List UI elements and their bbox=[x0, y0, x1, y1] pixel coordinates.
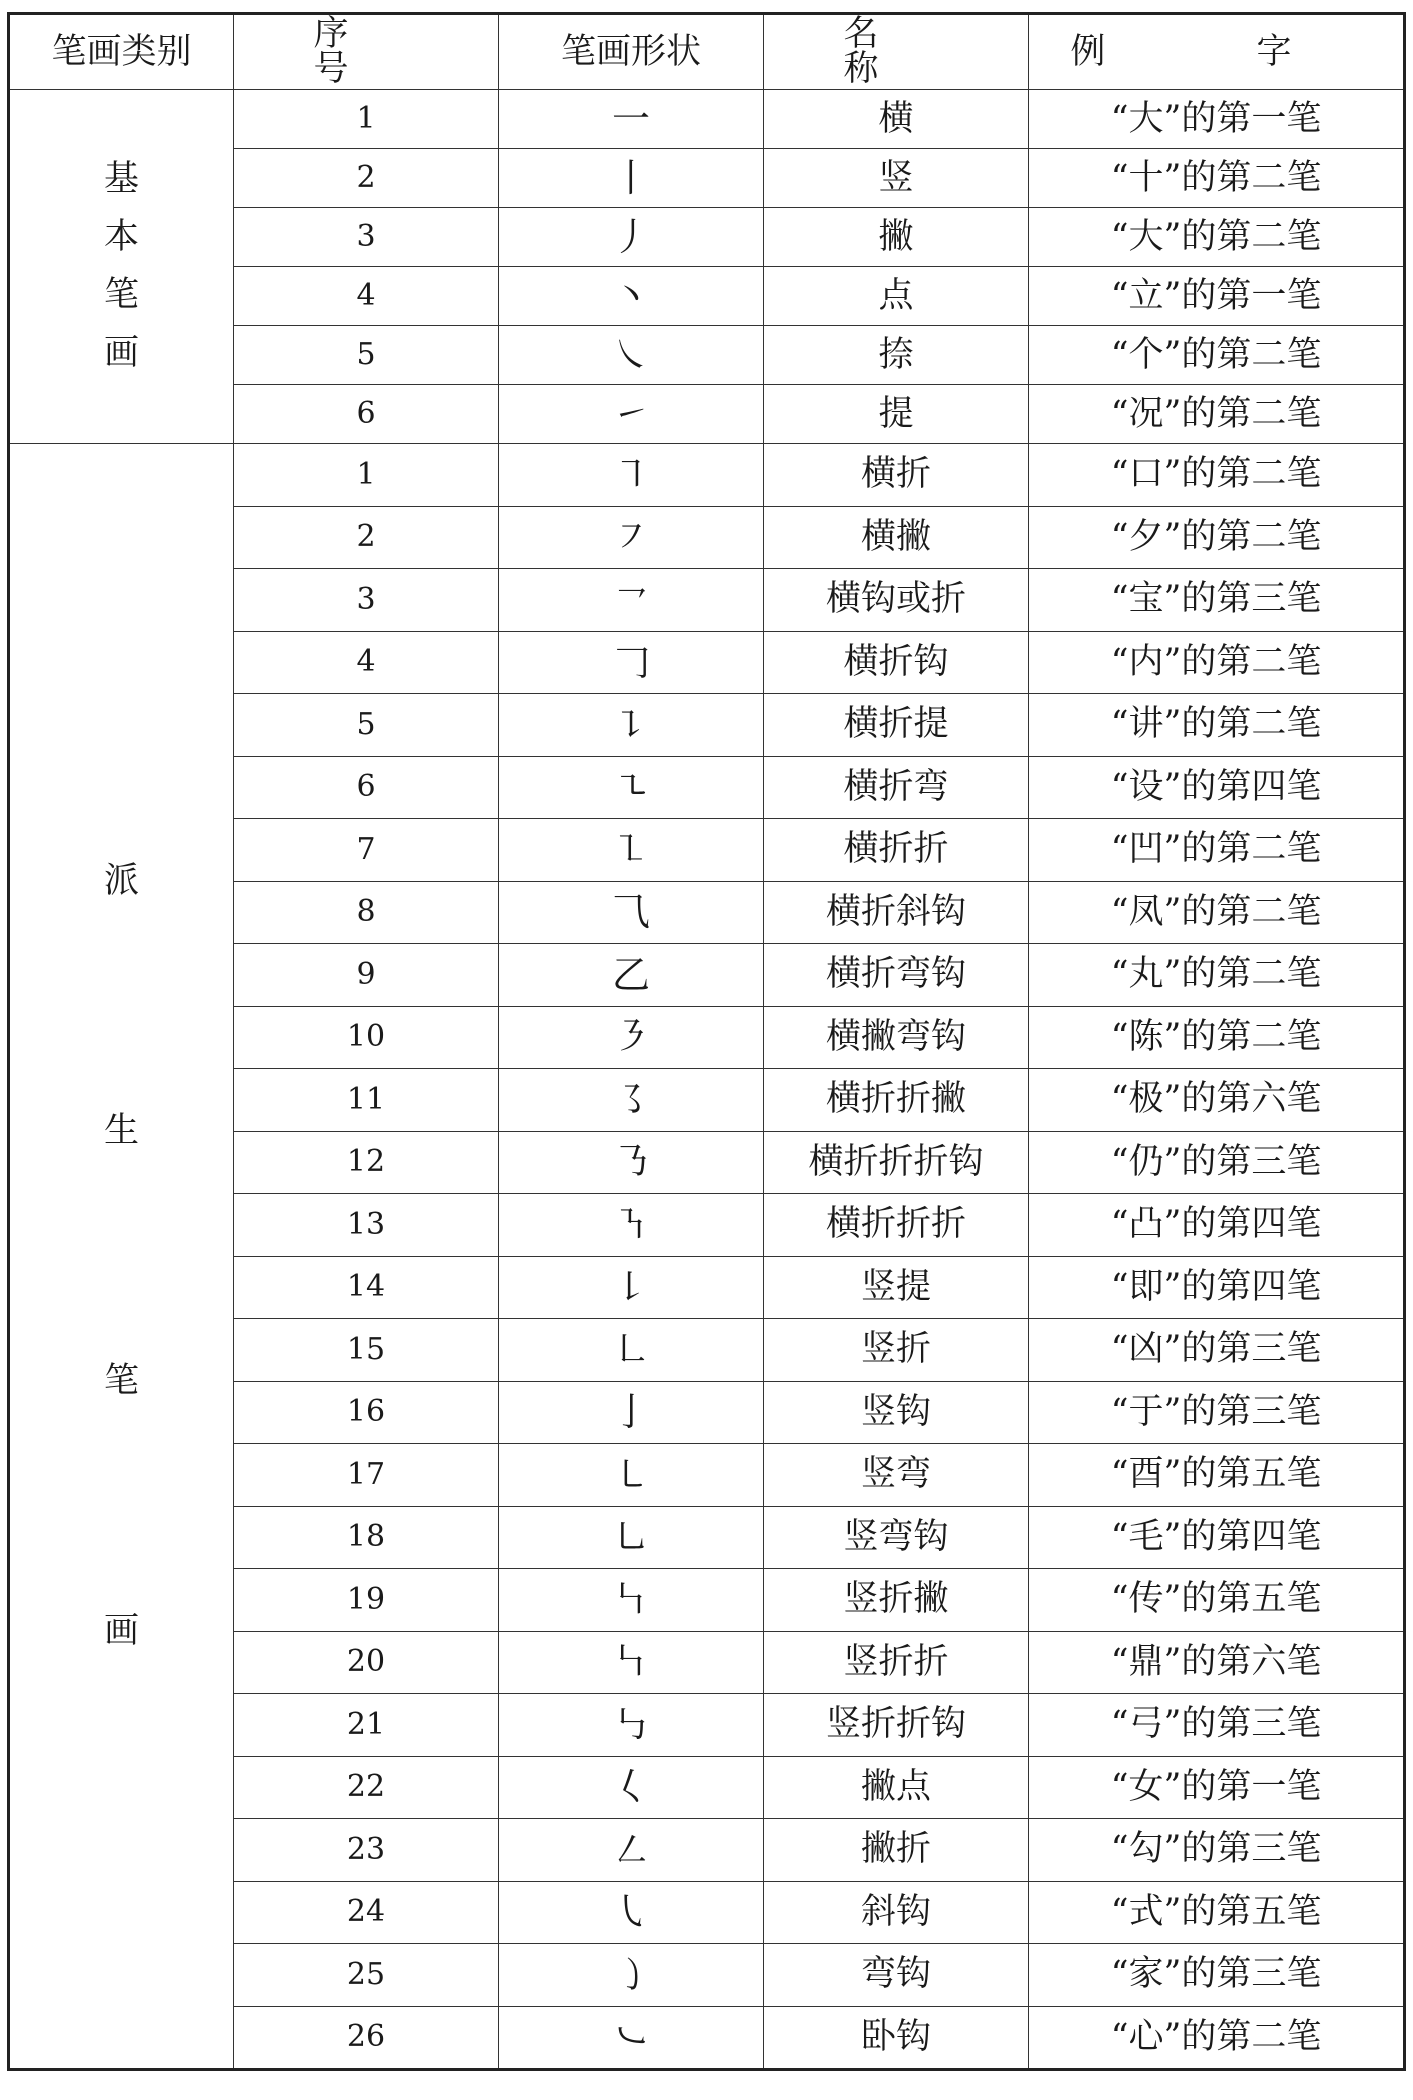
stroke-name: 竖折折钩 bbox=[764, 1694, 1029, 1757]
stroke-name: 横折斜钩 bbox=[764, 881, 1029, 944]
example-text: “极”的第六笔 bbox=[1029, 1069, 1405, 1132]
example-text: “心”的第二笔 bbox=[1029, 2006, 1405, 2070]
example-text: “内”的第二笔 bbox=[1029, 631, 1405, 694]
stroke-name: 横钩或折 bbox=[764, 569, 1029, 632]
derived-strokes-group bbox=[9, 444, 1405, 2070]
example-text: “于”的第三笔 bbox=[1029, 1381, 1405, 1444]
stroke-name: 横折折 bbox=[764, 819, 1029, 882]
stroke-name: 点 bbox=[764, 267, 1029, 326]
row-number: 3 bbox=[234, 208, 499, 267]
stroke-shape: ㇌ bbox=[499, 1069, 764, 1132]
example-text: “酉”的第五笔 bbox=[1029, 1444, 1405, 1507]
row-number: 23 bbox=[234, 1819, 499, 1882]
row-number: 2 bbox=[234, 149, 499, 208]
stroke-shape: ㇇ bbox=[499, 506, 764, 569]
example-text: “讲”的第二笔 bbox=[1029, 694, 1405, 757]
stroke-name: 横折折折 bbox=[764, 1194, 1029, 1257]
stroke-shape: ㇉ bbox=[499, 1694, 764, 1757]
example-text: “凹”的第二笔 bbox=[1029, 819, 1405, 882]
stroke-name: 竖钩 bbox=[764, 1381, 1029, 1444]
stroke-name: 竖提 bbox=[764, 1256, 1029, 1319]
stroke-name: 横折弯钩 bbox=[764, 944, 1029, 1007]
stroke-shape: 丶 bbox=[499, 267, 764, 326]
example-text: “弓”的第三笔 bbox=[1029, 1694, 1405, 1757]
row-number: 6 bbox=[234, 385, 499, 444]
stroke-shape: ㇙ bbox=[499, 1256, 764, 1319]
row-number: 16 bbox=[234, 1381, 499, 1444]
stroke-shape: ㇀ bbox=[499, 385, 764, 444]
row-number: 1 bbox=[234, 90, 499, 149]
stroke-name: 横折折撇 bbox=[764, 1069, 1029, 1132]
stroke-shape: ㇂ bbox=[499, 1881, 764, 1944]
stroke-shape: ㇗ bbox=[499, 1319, 764, 1382]
stroke-name: 撇折 bbox=[764, 1819, 1029, 1882]
row-number: 10 bbox=[234, 1006, 499, 1069]
stroke-shape: ㇜ bbox=[499, 1819, 764, 1882]
category-char: 基 bbox=[103, 158, 139, 199]
category-char: 画 bbox=[103, 1610, 139, 1651]
stroke-name: 卧钩 bbox=[764, 2006, 1029, 2070]
table-header-row bbox=[9, 14, 1405, 90]
stroke-shape: ㇞ bbox=[499, 1569, 764, 1632]
header-number: 序 号 bbox=[234, 14, 499, 90]
category-char: 派 bbox=[103, 860, 139, 901]
stroke-name: 竖弯钩 bbox=[764, 1506, 1029, 1569]
example-text: “凶”的第三笔 bbox=[1029, 1319, 1405, 1382]
example-text: “口”的第二笔 bbox=[1029, 444, 1405, 507]
stroke-name: 竖折撇 bbox=[764, 1569, 1029, 1632]
basic-strokes-group bbox=[9, 90, 1405, 444]
stroke-shape: 丿 bbox=[499, 208, 764, 267]
stroke-name: 撇 bbox=[764, 208, 1029, 267]
stroke-shape: ㇃ bbox=[499, 2006, 764, 2070]
stroke-name: 提 bbox=[764, 385, 1029, 444]
stroke-name: 斜钩 bbox=[764, 1881, 1029, 1944]
example-text: “式”的第五笔 bbox=[1029, 1881, 1405, 1944]
stroke-table-page bbox=[7, 12, 1403, 2071]
row-number: 1 bbox=[234, 444, 499, 507]
example-text: “即”的第四笔 bbox=[1029, 1256, 1405, 1319]
row-number: 18 bbox=[234, 1506, 499, 1569]
stroke-shape: ㇏ bbox=[499, 326, 764, 385]
stroke-shape: ⺄ bbox=[499, 881, 764, 944]
table-row bbox=[9, 444, 1405, 507]
stroke-shape: ㇕ bbox=[499, 444, 764, 507]
row-number: 14 bbox=[234, 1256, 499, 1319]
category-cell bbox=[9, 444, 234, 2070]
stroke-table bbox=[7, 12, 1406, 2071]
row-number: 11 bbox=[234, 1069, 499, 1132]
row-number: 2 bbox=[234, 506, 499, 569]
row-number: 4 bbox=[234, 631, 499, 694]
stroke-name: 撇点 bbox=[764, 1756, 1029, 1819]
example-text: “大”的第二笔 bbox=[1029, 208, 1405, 267]
stroke-name: 竖折折 bbox=[764, 1631, 1029, 1694]
example-text: “十”的第二笔 bbox=[1029, 149, 1405, 208]
example-text: “设”的第四笔 bbox=[1029, 756, 1405, 819]
category-char: 笔 bbox=[103, 1360, 139, 1401]
example-text: “鼎”的第六笔 bbox=[1029, 1631, 1405, 1694]
category-char: 生 bbox=[103, 1110, 139, 1151]
stroke-name: 竖弯 bbox=[764, 1444, 1029, 1507]
row-number: 9 bbox=[234, 944, 499, 1007]
example-text: “丸”的第二笔 bbox=[1029, 944, 1405, 1007]
category-char: 本 bbox=[103, 216, 139, 257]
row-number: 3 bbox=[234, 569, 499, 632]
stroke-name: 弯钩 bbox=[764, 1944, 1029, 2007]
row-number: 13 bbox=[234, 1194, 499, 1257]
stroke-shape: ㇟ bbox=[499, 1506, 764, 1569]
row-number: 4 bbox=[234, 267, 499, 326]
stroke-shape: 乙 bbox=[499, 944, 764, 1007]
row-number: 8 bbox=[234, 881, 499, 944]
row-number: 24 bbox=[234, 1881, 499, 1944]
example-text: “勾”的第三笔 bbox=[1029, 1819, 1405, 1882]
example-text: “大”的第一笔 bbox=[1029, 90, 1405, 149]
stroke-shape: ㇊ bbox=[499, 694, 764, 757]
example-text: “立”的第一笔 bbox=[1029, 267, 1405, 326]
stroke-shape: ㇡ bbox=[499, 1131, 764, 1194]
stroke-name: 横折弯 bbox=[764, 756, 1029, 819]
category-char: 笔 bbox=[103, 275, 139, 316]
stroke-name: 横折 bbox=[764, 444, 1029, 507]
category-label bbox=[10, 158, 233, 374]
example-text: “况”的第二笔 bbox=[1029, 385, 1405, 444]
stroke-shape: ㇎ bbox=[499, 1194, 764, 1257]
row-number: 7 bbox=[234, 819, 499, 882]
row-number: 15 bbox=[234, 1319, 499, 1382]
stroke-shape: ㇞ bbox=[499, 1631, 764, 1694]
category-char: 画 bbox=[103, 333, 139, 374]
header-name: 名 称 bbox=[764, 14, 1029, 90]
example-text: “女”的第一笔 bbox=[1029, 1756, 1405, 1819]
category-label bbox=[10, 756, 233, 1756]
stroke-name: 横折提 bbox=[764, 694, 1029, 757]
example-text: “夕”的第二笔 bbox=[1029, 506, 1405, 569]
row-number: 5 bbox=[234, 694, 499, 757]
row-number: 20 bbox=[234, 1631, 499, 1694]
row-number: 22 bbox=[234, 1756, 499, 1819]
example-text: “凸”的第四笔 bbox=[1029, 1194, 1405, 1257]
row-number: 26 bbox=[234, 2006, 499, 2070]
row-number: 19 bbox=[234, 1569, 499, 1632]
row-number: 17 bbox=[234, 1444, 499, 1507]
example-text: “陈”的第二笔 bbox=[1029, 1006, 1405, 1069]
stroke-shape: ㇋ bbox=[499, 1006, 764, 1069]
example-text: “家”的第三笔 bbox=[1029, 1944, 1405, 2007]
stroke-shape: 丨 bbox=[499, 149, 764, 208]
example-text: “宝”的第三笔 bbox=[1029, 569, 1405, 632]
stroke-shape: ㇁ bbox=[499, 1944, 764, 2007]
stroke-name: 横撇 bbox=[764, 506, 1029, 569]
stroke-name: 横撇弯钩 bbox=[764, 1006, 1029, 1069]
stroke-shape: ㇅ bbox=[499, 819, 764, 882]
stroke-name: 竖折 bbox=[764, 1319, 1029, 1382]
row-number: 6 bbox=[234, 756, 499, 819]
stroke-name: 竖 bbox=[764, 149, 1029, 208]
stroke-shape: 亅 bbox=[499, 1381, 764, 1444]
stroke-name: 捺 bbox=[764, 326, 1029, 385]
header-example: 例 字 bbox=[1029, 14, 1405, 90]
stroke-name: 横折钩 bbox=[764, 631, 1029, 694]
stroke-shape: 𠃌 bbox=[499, 631, 764, 694]
stroke-shape: ㇍ bbox=[499, 756, 764, 819]
example-text: “毛”的第四笔 bbox=[1029, 1506, 1405, 1569]
example-text: “仍”的第三笔 bbox=[1029, 1131, 1405, 1194]
stroke-shape: ㇄ bbox=[499, 1444, 764, 1507]
category-cell bbox=[9, 90, 234, 444]
example-text: “传”的第五笔 bbox=[1029, 1569, 1405, 1632]
row-number: 12 bbox=[234, 1131, 499, 1194]
stroke-shape: 𡿨 bbox=[499, 1756, 764, 1819]
example-text: “个”的第二笔 bbox=[1029, 326, 1405, 385]
header-shape: 笔画形状 bbox=[499, 14, 764, 90]
row-number: 21 bbox=[234, 1694, 499, 1757]
table-row bbox=[9, 90, 1405, 149]
example-text: “凤”的第二笔 bbox=[1029, 881, 1405, 944]
row-number: 25 bbox=[234, 1944, 499, 2007]
stroke-shape: 一 bbox=[499, 90, 764, 149]
stroke-shape: ㇖ bbox=[499, 569, 764, 632]
stroke-name: 横 bbox=[764, 90, 1029, 149]
row-number: 5 bbox=[234, 326, 499, 385]
header-category: 笔画类别 bbox=[9, 14, 234, 90]
stroke-name: 横折折折钩 bbox=[764, 1131, 1029, 1194]
